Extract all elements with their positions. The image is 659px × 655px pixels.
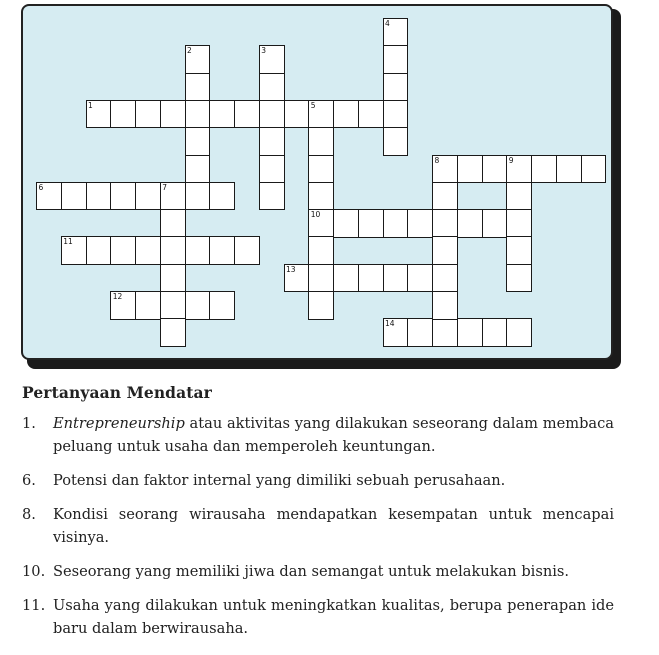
crossword-cell[interactable] [506,182,532,211]
crossword-cell[interactable] [185,155,211,184]
crossword-cell[interactable] [185,236,211,265]
clue-text: Kondisi seorang wirausaha mendapatkan kesempatan untuk mencapai visinya. [53,506,614,546]
clue-number: 1. [22,415,36,432]
crossword-cell[interactable] [407,264,433,293]
clue-item [22,503,614,549]
crossword-cell[interactable] [531,155,557,184]
crossword-cell[interactable] [383,45,409,74]
crossword-cell[interactable] [185,100,211,129]
crossword-cell[interactable] [110,236,136,265]
crossword-cell[interactable] [209,182,235,211]
crossword-cell[interactable] [358,100,384,129]
clue-number-label: 5 [310,100,316,110]
clue-item [22,560,614,583]
crossword-cell[interactable] [308,182,334,211]
crossword-cell[interactable] [135,291,161,320]
crossword-cell[interactable] [482,209,508,238]
clue-number-label: 11 [63,237,73,247]
crossword-cell[interactable] [308,291,334,320]
crossword-cell[interactable] [284,100,310,129]
crossword-cell[interactable] [308,100,334,129]
crossword-cell[interactable] [61,182,87,211]
clue-number-label: 6 [38,182,44,192]
crossword-cell[interactable] [383,318,409,347]
clue-text: Potensi dan faktor internal yang dimiliki sebuah perusahaan. [53,472,506,489]
crossword-cell[interactable] [110,182,136,211]
crossword-cell[interactable] [506,264,532,293]
crossword-cell[interactable] [358,264,384,293]
clue-number-label: 2 [187,46,192,56]
clue-italic-term: Entrepreneurship [53,415,185,432]
crossword-cell[interactable] [407,318,433,347]
clue-number-label: 10 [310,210,321,220]
crossword-cell[interactable] [86,236,112,265]
crossword-cell[interactable] [457,155,483,184]
crossword-cell[interactable] [135,100,161,129]
section-heading: Pertanyaan Mendatar [22,383,212,402]
clue-number-label: 9 [508,155,514,165]
crossword-cell[interactable] [135,236,161,265]
crossword-cell[interactable] [383,100,409,129]
crossword-cell[interactable] [160,100,186,129]
crossword-cell[interactable] [160,264,186,293]
crossword-cell[interactable] [259,45,285,74]
crossword-cell[interactable] [457,318,483,347]
clue-item [22,412,614,458]
crossword-cell[interactable] [234,100,260,129]
clue-text: atau aktivitas yang dilakukan seseorang dalam membaca peluang untuk usaha dan memperoleh keuntungan. [53,415,614,455]
crossword-cell[interactable] [506,318,532,347]
crossword-cell[interactable] [110,291,136,320]
clue-number: 8. [22,506,36,523]
crossword-cell[interactable] [581,155,607,184]
crossword-cell[interactable] [185,127,211,156]
crossword-cell[interactable] [432,209,458,238]
crossword-cell[interactable] [482,155,508,184]
crossword-cell[interactable] [259,100,285,129]
crossword-cell[interactable] [160,182,186,211]
crossword-cell[interactable] [36,182,62,211]
crossword-cell[interactable] [506,236,532,265]
crossword-cell[interactable] [185,45,211,74]
clue-number-label: 8 [434,155,440,165]
crossword-cell[interactable] [86,182,112,211]
crossword-cell[interactable] [160,291,186,320]
crossword-cell[interactable] [160,236,186,265]
crossword-cell[interactable] [506,155,532,184]
crossword-cell[interactable] [432,155,458,184]
crossword-cell[interactable] [86,100,112,129]
crossword-cell[interactable] [358,209,384,238]
crossword-cell[interactable] [333,100,359,129]
crossword-cell[interactable] [185,182,211,211]
clue-number-label: 4 [385,19,390,28]
clue-number-label: 3 [261,46,267,56]
crossword-cell[interactable] [308,264,334,293]
crossword-cell[interactable] [432,182,458,211]
crossword-cell[interactable] [259,182,285,211]
crossword-cell[interactable] [259,155,285,184]
clue-number-label: 7 [162,182,168,192]
clue-number-label: 13 [286,264,296,274]
clue-number: 11. [22,597,46,614]
crossword-cell[interactable] [432,236,458,265]
crossword-cell[interactable] [259,73,285,102]
clue-text: Seseorang yang memiliki jiwa dan semangat untuk melakukan bisnis. [53,563,570,580]
crossword-cell[interactable] [185,291,211,320]
clue-number: 6. [22,472,36,489]
crossword-cell[interactable] [383,127,409,156]
crossword-cell[interactable] [556,155,582,184]
crossword-cell[interactable] [61,236,87,265]
crossword-cell[interactable] [383,73,409,102]
crossword-cell[interactable] [209,291,235,320]
crossword-cell[interactable] [209,236,235,265]
crossword-cell[interactable] [284,264,310,293]
crossword-cell[interactable] [308,127,334,156]
clue-number-label: 12 [112,292,123,301]
crossword-cell[interactable] [457,209,483,238]
clue-item [22,594,614,640]
clue-list [22,412,614,651]
crossword-cell[interactable] [308,236,334,265]
clue-number-label: 14 [385,319,395,329]
crossword-cell[interactable] [432,291,458,320]
crossword-cell[interactable] [407,209,433,238]
crossword-cell[interactable] [259,127,285,156]
crossword-cell[interactable] [383,264,409,293]
crossword-cell[interactable] [135,182,161,211]
crossword-cell[interactable] [432,318,458,347]
crossword-cell[interactable] [482,318,508,347]
crossword-cell[interactable] [308,155,334,184]
crossword-cell[interactable] [506,209,532,238]
crossword-cell[interactable] [333,209,359,238]
crossword-cell[interactable] [185,73,211,102]
crossword-cell[interactable] [383,18,409,47]
clue-item [22,469,614,492]
crossword-cell[interactable] [110,100,136,129]
crossword-cell[interactable] [333,264,359,293]
clue-number: 10. [22,563,46,580]
crossword-cell[interactable] [308,209,334,238]
clue-number-label: 1 [88,100,93,110]
crossword-cell[interactable] [383,209,409,238]
crossword-cell[interactable] [209,100,235,129]
crossword-cell[interactable] [160,318,186,347]
crossword-cell[interactable] [160,209,186,238]
crossword-cell[interactable] [234,236,260,265]
clue-text: Usaha yang dilakukan untuk meningkatkan kualitas, berupa penerapan ide baru dalam berwirausaha. [53,597,614,637]
crossword-cell[interactable] [432,264,458,293]
